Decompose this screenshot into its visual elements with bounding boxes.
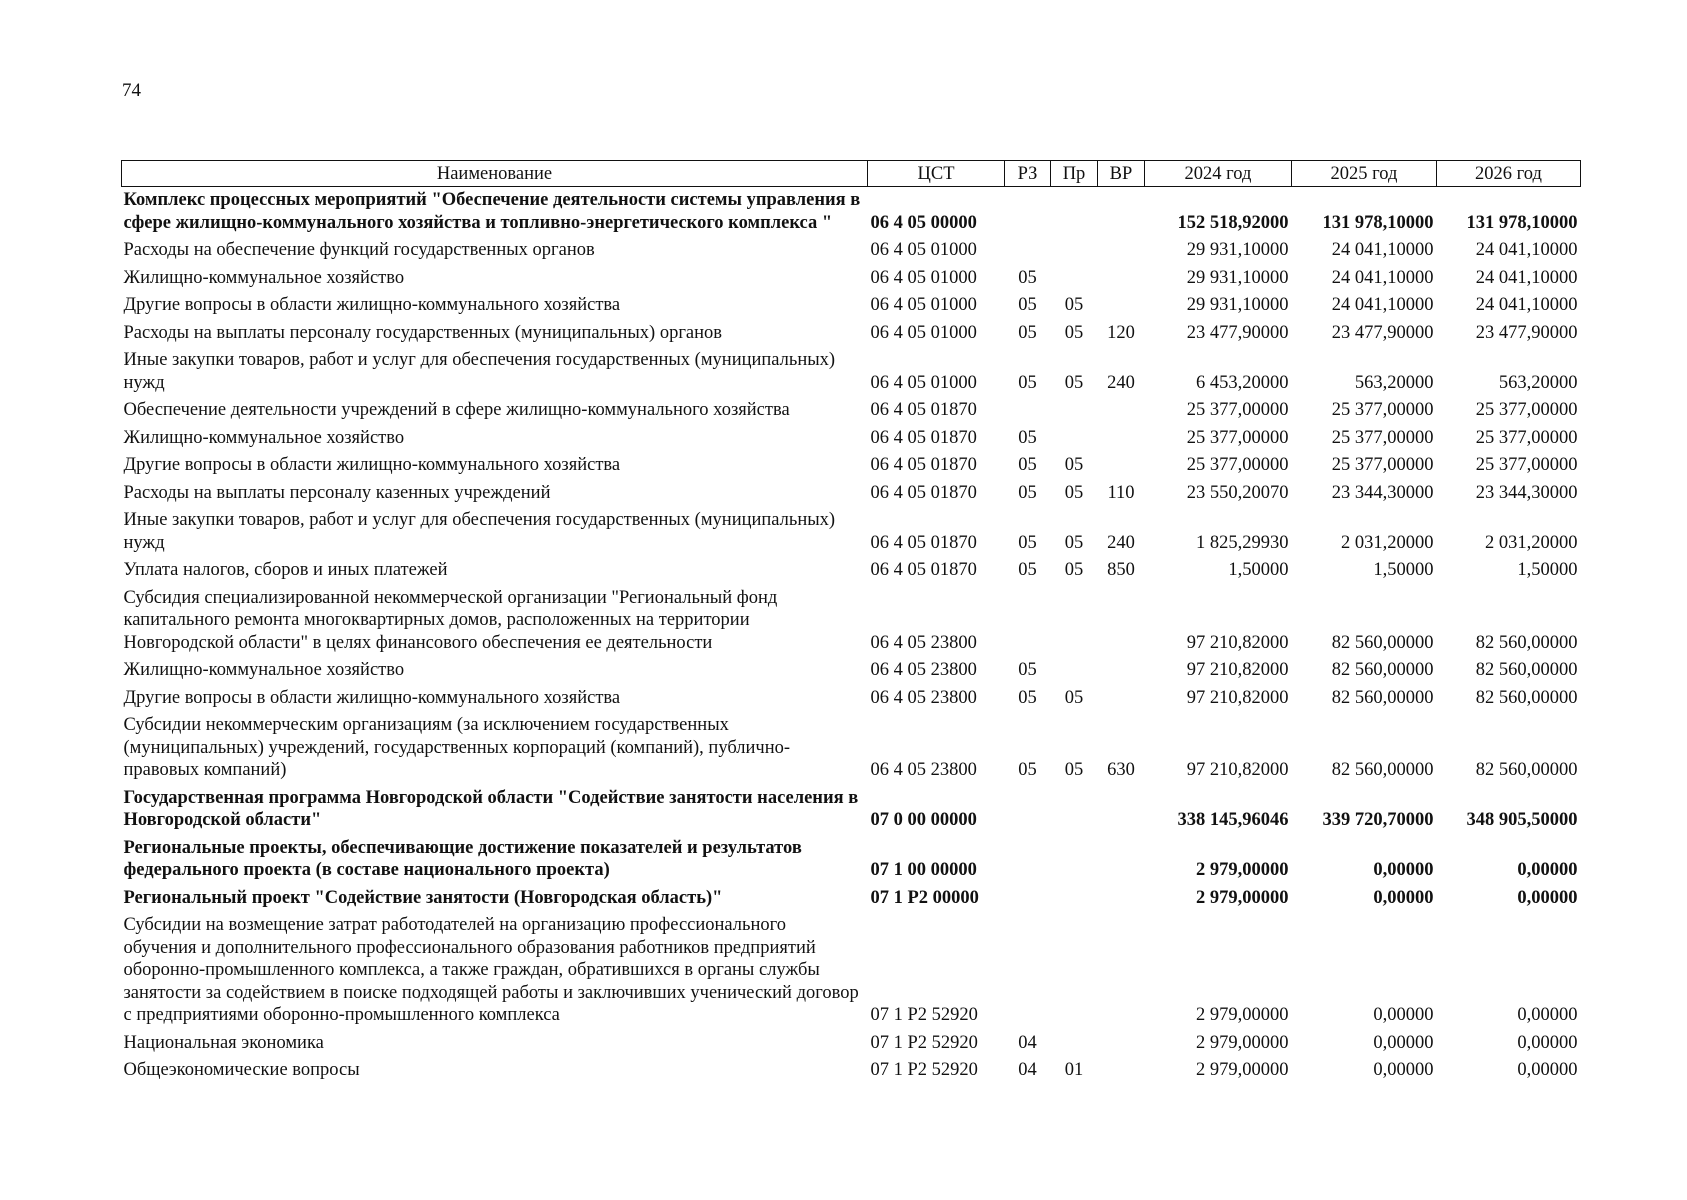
cell-name: Региональные проекты, обеспечивающие достижение показателей и результатов федерального проекта (в составе национального проекта) bbox=[123, 837, 802, 880]
cell-2026: 2 031,20000 bbox=[1485, 532, 1578, 553]
cell-vr: 850 bbox=[1107, 560, 1135, 580]
cell-rz: 05 bbox=[1018, 482, 1037, 503]
cell-2026: 24 041,10000 bbox=[1475, 295, 1578, 315]
cell-2026: 0,00000 bbox=[1517, 1005, 1578, 1025]
cell-cst: 06 4 05 01870 bbox=[870, 427, 977, 448]
cell-pr bbox=[1051, 585, 1098, 658]
cell-cst: 06 4 05 01870 bbox=[870, 532, 977, 553]
cell-pr bbox=[1051, 657, 1098, 685]
header-rz: РЗ bbox=[1005, 161, 1051, 187]
cell-rz: 05 bbox=[1018, 687, 1037, 708]
budget-table bbox=[121, 160, 1581, 1085]
cell-name: Государственная программа Новгородской области "Содействие занятости населения в Новгородской области" bbox=[123, 787, 859, 830]
cell-vr: 120 bbox=[1107, 322, 1135, 343]
cell-name: Другие вопросы в области жилищно-коммунального хозяйства bbox=[123, 687, 621, 708]
cell-cst: 06 4 05 23800 bbox=[870, 660, 977, 680]
cell-2024: 152 518,92000 bbox=[1177, 212, 1289, 233]
header-2026: 2026 год bbox=[1437, 161, 1581, 187]
cell-vr bbox=[1098, 685, 1145, 713]
table-row bbox=[122, 237, 1581, 265]
cell-2025: 0,00000 bbox=[1373, 887, 1434, 908]
cell-vr bbox=[1098, 397, 1145, 425]
cell-name: Уплата налогов, сборов и иных платежей bbox=[123, 560, 448, 580]
cell-2025: 0,00000 bbox=[1373, 1005, 1434, 1025]
cell-name: Комплекс процессных мероприятий "Обеспечение деятельности системы управления в сфере жилищно-коммунального хозяйства и топливно-энергетического комплекса " bbox=[123, 190, 861, 233]
cell-pr bbox=[1051, 425, 1098, 453]
cell-vr bbox=[1098, 1057, 1145, 1085]
cell-2025: 339 720,70000 bbox=[1322, 810, 1434, 830]
cell-2024: 1,50000 bbox=[1228, 560, 1289, 580]
cell-rz bbox=[1005, 912, 1051, 1030]
cell-2026: 23 477,90000 bbox=[1475, 322, 1578, 343]
cell-2025: 0,00000 bbox=[1373, 860, 1434, 880]
cell-cst: 06 4 05 01870 bbox=[870, 482, 977, 503]
cell-name: Субсидии некоммерческим организациям (за исключением государственных (муниципальных) учреждений, государственных корпораций (компаний), публично-правовых компаний) bbox=[123, 715, 791, 780]
cell-rz: 05 bbox=[1018, 427, 1037, 448]
cell-2025: 24 041,10000 bbox=[1331, 240, 1434, 260]
page-number: 74 bbox=[122, 80, 141, 101]
cell-2026: 1,50000 bbox=[1517, 560, 1578, 580]
cell-2024: 6 453,20000 bbox=[1196, 372, 1289, 393]
cell-pr bbox=[1051, 785, 1098, 835]
cell-pr bbox=[1051, 1030, 1098, 1058]
cell-rz: 04 bbox=[1018, 1032, 1037, 1053]
cell-2024: 29 931,10000 bbox=[1186, 267, 1289, 288]
header-cst: ЦСТ bbox=[868, 161, 1005, 187]
cell-2024: 97 210,82000 bbox=[1186, 687, 1289, 708]
cell-2025: 0,00000 bbox=[1373, 1060, 1434, 1080]
cell-cst: 06 4 05 23800 bbox=[870, 687, 977, 708]
cell-2026: 0,00000 bbox=[1517, 1032, 1578, 1053]
cell-2025: 25 377,00000 bbox=[1331, 400, 1434, 420]
cell-2026: 563,20000 bbox=[1498, 372, 1578, 393]
cell-pr bbox=[1051, 187, 1098, 238]
cell-name: Другие вопросы в области жилищно-коммунального хозяйства bbox=[123, 455, 621, 475]
cell-name: Расходы на выплаты персоналу государственных (муниципальных) органов bbox=[123, 322, 723, 343]
cell-2024: 2 979,00000 bbox=[1196, 887, 1289, 908]
cell-cst: 07 1 P2 52920 bbox=[870, 1060, 978, 1080]
cell-rz: 05 bbox=[1018, 322, 1037, 343]
cell-pr: 05 bbox=[1064, 295, 1084, 315]
cell-2024: 338 145,96046 bbox=[1177, 810, 1289, 830]
table-row bbox=[122, 912, 1581, 1030]
table-row bbox=[122, 785, 1581, 835]
cell-vr bbox=[1098, 657, 1145, 685]
table-row bbox=[122, 292, 1581, 320]
cell-2025: 563,20000 bbox=[1354, 372, 1434, 393]
cell-2026: 23 344,30000 bbox=[1475, 482, 1578, 503]
cell-2024: 25 377,00000 bbox=[1186, 427, 1289, 448]
cell-pr bbox=[1051, 885, 1098, 913]
cell-name: Субсидии на возмещение затрат работодателей на организацию профессионального обучения и дополнительного профессионального образования работников предприятий оборонно-промышленного комплекса, а также граждан, обратившихся в органы службы занятости за содействием в поиске подходящей работы и заключивших ученический договор с предприятиями оборонно-промышленного комплекса bbox=[123, 915, 859, 1025]
cell-pr bbox=[1051, 397, 1098, 425]
table-row bbox=[122, 585, 1581, 658]
cell-2026: 0,00000 bbox=[1517, 860, 1578, 880]
cell-2025: 131 978,10000 bbox=[1322, 212, 1434, 233]
cell-2026: 82 560,00000 bbox=[1475, 687, 1578, 708]
cell-cst: 07 1 00 00000 bbox=[870, 860, 977, 880]
cell-2025: 24 041,10000 bbox=[1331, 267, 1434, 288]
cell-vr: 240 bbox=[1107, 372, 1135, 393]
cell-pr: 01 bbox=[1064, 1060, 1084, 1080]
cell-2025: 25 377,00000 bbox=[1331, 427, 1434, 448]
cell-pr: 05 bbox=[1064, 560, 1084, 580]
cell-2026: 0,00000 bbox=[1517, 1060, 1578, 1080]
cell-cst: 06 4 05 01870 bbox=[870, 560, 977, 580]
cell-2025: 82 560,00000 bbox=[1331, 660, 1434, 680]
table-row bbox=[122, 265, 1581, 293]
cell-name: Жилищно-коммунальное хозяйство bbox=[123, 427, 405, 448]
table-row bbox=[122, 1057, 1581, 1085]
cell-2025: 25 377,00000 bbox=[1331, 455, 1434, 475]
cell-2025: 1,50000 bbox=[1373, 560, 1434, 580]
cell-rz: 05 bbox=[1018, 372, 1037, 393]
cell-name: Национальная экономика bbox=[123, 1032, 324, 1053]
cell-2025: 2 031,20000 bbox=[1341, 532, 1434, 553]
cell-rz bbox=[1005, 187, 1051, 238]
cell-pr: 05 bbox=[1064, 482, 1084, 503]
cell-name: Иные закупки товаров, работ и услуг для обеспечения государственных (муниципальных) нужд bbox=[123, 350, 836, 393]
cell-cst: 06 4 05 01000 bbox=[870, 295, 977, 315]
cell-cst: 06 4 05 23800 bbox=[870, 632, 977, 653]
cell-cst: 07 1 P2 52920 bbox=[870, 1005, 978, 1025]
table-row bbox=[122, 452, 1581, 480]
cell-vr bbox=[1098, 785, 1145, 835]
cell-2024: 2 979,00000 bbox=[1196, 1005, 1289, 1025]
cell-pr: 05 bbox=[1064, 687, 1084, 708]
cell-vr bbox=[1098, 187, 1145, 238]
cell-pr bbox=[1051, 265, 1098, 293]
cell-name: Обеспечение деятельности учреждений в сфере жилищно-коммунального хозяйства bbox=[123, 400, 790, 420]
cell-2026: 348 905,50000 bbox=[1466, 810, 1578, 830]
cell-rz bbox=[1005, 835, 1051, 885]
cell-2025: 23 477,90000 bbox=[1331, 322, 1434, 343]
cell-2026: 82 560,00000 bbox=[1475, 760, 1578, 780]
cell-2024: 23 550,20070 bbox=[1186, 482, 1289, 503]
cell-name: Другие вопросы в области жилищно-коммунального хозяйства bbox=[123, 295, 621, 315]
cell-rz: 05 bbox=[1018, 295, 1037, 315]
cell-2026: 24 041,10000 bbox=[1475, 240, 1578, 260]
cell-cst: 07 0 00 00000 bbox=[870, 810, 977, 830]
cell-2026: 25 377,00000 bbox=[1475, 427, 1578, 448]
cell-vr: 630 bbox=[1107, 760, 1135, 780]
table-row bbox=[122, 347, 1581, 397]
cell-2024: 2 979,00000 bbox=[1196, 1032, 1289, 1053]
header-2025: 2025 год bbox=[1292, 161, 1437, 187]
header-name: Наименование bbox=[122, 161, 868, 187]
cell-rz bbox=[1005, 397, 1051, 425]
table-row bbox=[122, 557, 1581, 585]
cell-rz bbox=[1005, 885, 1051, 913]
cell-vr bbox=[1098, 1030, 1145, 1058]
table-row bbox=[122, 685, 1581, 713]
cell-rz: 05 bbox=[1018, 760, 1037, 780]
cell-2024: 97 210,82000 bbox=[1186, 760, 1289, 780]
cell-cst: 06 4 05 00000 bbox=[870, 212, 977, 233]
cell-rz: 05 bbox=[1018, 532, 1037, 553]
cell-2024: 29 931,10000 bbox=[1186, 240, 1289, 260]
cell-vr bbox=[1098, 265, 1145, 293]
header-vr: ВР bbox=[1098, 161, 1145, 187]
cell-pr: 05 bbox=[1064, 455, 1084, 475]
cell-2025: 24 041,10000 bbox=[1331, 295, 1434, 315]
cell-2026: 0,00000 bbox=[1517, 887, 1578, 908]
cell-name: Расходы на обеспечение функций государственных органов bbox=[123, 240, 595, 260]
table-header-row bbox=[122, 161, 1581, 187]
cell-cst: 06 4 05 01000 bbox=[870, 240, 977, 260]
table-row bbox=[122, 712, 1581, 785]
cell-pr bbox=[1051, 835, 1098, 885]
table-row bbox=[122, 885, 1581, 913]
header-2024: 2024 год bbox=[1145, 161, 1292, 187]
cell-rz: 05 bbox=[1018, 660, 1037, 680]
cell-2026: 25 377,00000 bbox=[1475, 400, 1578, 420]
cell-rz: 05 bbox=[1018, 560, 1037, 580]
cell-2026: 82 560,00000 bbox=[1475, 632, 1578, 653]
cell-2026: 24 041,10000 bbox=[1475, 267, 1578, 288]
cell-name: Региональный проект "Содействие занятости (Новгородская область)" bbox=[123, 887, 723, 908]
cell-pr: 05 bbox=[1064, 372, 1084, 393]
cell-vr bbox=[1098, 885, 1145, 913]
cell-name: Расходы на выплаты персоналу казенных учреждений bbox=[123, 482, 551, 503]
cell-cst: 06 4 05 01870 bbox=[870, 400, 977, 420]
cell-2024: 25 377,00000 bbox=[1186, 455, 1289, 475]
cell-cst: 07 1 P2 00000 bbox=[870, 887, 979, 908]
cell-rz: 04 bbox=[1018, 1060, 1037, 1080]
table-row bbox=[122, 1030, 1581, 1058]
cell-2026: 131 978,10000 bbox=[1466, 212, 1578, 233]
cell-2026: 82 560,00000 bbox=[1475, 660, 1578, 680]
cell-vr: 110 bbox=[1107, 482, 1135, 503]
cell-pr bbox=[1051, 912, 1098, 1030]
cell-2024: 25 377,00000 bbox=[1186, 400, 1289, 420]
cell-2025: 0,00000 bbox=[1373, 1032, 1434, 1053]
table-row bbox=[122, 835, 1581, 885]
table-row bbox=[122, 320, 1581, 348]
cell-rz: 05 bbox=[1018, 455, 1037, 475]
cell-2026: 25 377,00000 bbox=[1475, 455, 1578, 475]
cell-pr: 05 bbox=[1064, 532, 1084, 553]
cell-name: Жилищно-коммунальное хозяйство bbox=[123, 267, 405, 288]
cell-name: Общеэкономические вопросы bbox=[123, 1060, 360, 1080]
cell-vr bbox=[1098, 425, 1145, 453]
cell-rz: 05 bbox=[1018, 267, 1037, 288]
cell-vr bbox=[1098, 835, 1145, 885]
table-row bbox=[122, 425, 1581, 453]
cell-name: Субсидия специализированной некоммерческой организации "Региональный фонд капитального ремонта многоквартирных домов, расположенных на территории Новгородской области" в целях финансового обеспечения ее деятельности bbox=[123, 587, 778, 653]
table-row bbox=[122, 480, 1581, 508]
cell-cst: 06 4 05 01870 bbox=[870, 455, 977, 475]
cell-vr bbox=[1098, 292, 1145, 320]
table-row bbox=[122, 397, 1581, 425]
cell-2024: 1 825,29930 bbox=[1196, 532, 1289, 553]
cell-2024: 97 210,82000 bbox=[1186, 632, 1289, 653]
cell-rz bbox=[1005, 785, 1051, 835]
cell-pr bbox=[1051, 237, 1098, 265]
cell-pr: 05 bbox=[1064, 760, 1084, 780]
table-row bbox=[122, 507, 1581, 557]
cell-2024: 23 477,90000 bbox=[1186, 322, 1289, 343]
table-row bbox=[122, 657, 1581, 685]
cell-name: Жилищно-коммунальное хозяйство bbox=[123, 660, 405, 680]
cell-2025: 82 560,00000 bbox=[1331, 632, 1434, 653]
cell-rz bbox=[1005, 585, 1051, 658]
cell-2024: 2 979,00000 bbox=[1196, 860, 1289, 880]
cell-pr: 05 bbox=[1064, 322, 1084, 343]
cell-vr bbox=[1098, 912, 1145, 1030]
cell-2024: 2 979,00000 bbox=[1196, 1060, 1289, 1080]
cell-vr bbox=[1098, 237, 1145, 265]
cell-2024: 29 931,10000 bbox=[1186, 295, 1289, 315]
cell-vr bbox=[1098, 585, 1145, 658]
cell-2025: 82 560,00000 bbox=[1331, 760, 1434, 780]
cell-vr bbox=[1098, 452, 1145, 480]
cell-cst: 06 4 05 01000 bbox=[870, 267, 977, 288]
cell-2024: 97 210,82000 bbox=[1186, 660, 1289, 680]
table-row bbox=[122, 187, 1581, 238]
cell-vr: 240 bbox=[1107, 532, 1135, 553]
cell-cst: 07 1 P2 52920 bbox=[870, 1032, 978, 1053]
cell-cst: 06 4 05 23800 bbox=[870, 760, 977, 780]
cell-cst: 06 4 05 01000 bbox=[870, 372, 977, 393]
table-body bbox=[122, 187, 1581, 1085]
cell-2025: 82 560,00000 bbox=[1331, 687, 1434, 708]
cell-rz bbox=[1005, 237, 1051, 265]
header-pr: Пр bbox=[1051, 161, 1098, 187]
cell-cst: 06 4 05 01000 bbox=[870, 322, 977, 343]
cell-name: Иные закупки товаров, работ и услуг для обеспечения государственных (муниципальных) нужд bbox=[123, 510, 836, 553]
cell-2025: 23 344,30000 bbox=[1331, 482, 1434, 503]
